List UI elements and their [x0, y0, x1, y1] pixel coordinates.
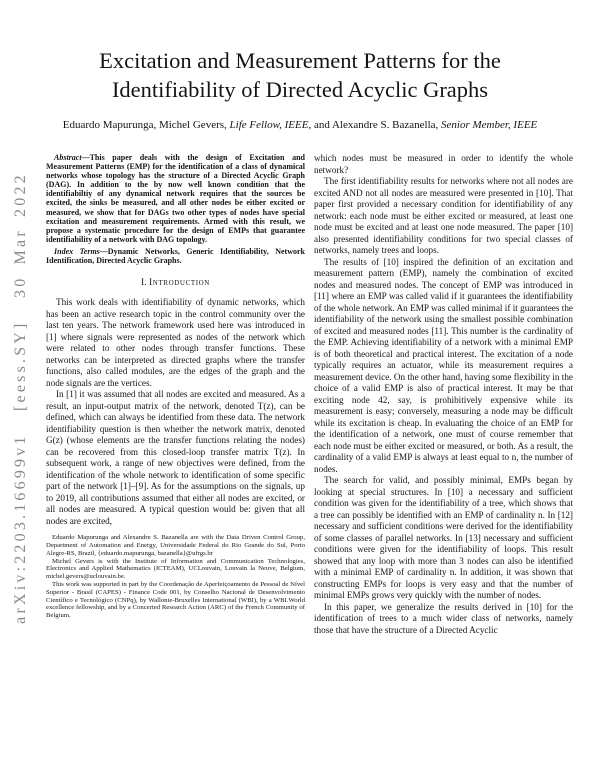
- author-affiliation-title: Life Fellow, IEEE,: [229, 119, 312, 131]
- index-terms-label: Index Terms: [54, 246, 100, 256]
- footnotes-block: [46, 534, 305, 620]
- body-paragraph: This work deals with identifiability of dynamic networks, which has been an active research topic in the control community over the last ten years. The network framework used here was introduced in [1] where signals were represented as nodes of the network which were related to other nodes through transfer functions. These networks can be interpreted as directed graphs where the transfer functions, also called modules, are the edges of the graph and the node signals are the vertices.: [46, 297, 305, 388]
- body-paragraph: In this paper, we generalize the results derived in [10] for the identification of trees to a much wider class of networks, namely those that have the structure of a Directed Acyclic: [314, 601, 573, 635]
- footnote-affiliation-2: Michel Gevers is with the Institute of Information and Communication Technologies, Electronics and Applied Mathematics (ICTEAM), UCLouvain, Louvain la Neuve, Belgium, michel.gevers@uclouvain.be.: [46, 557, 305, 581]
- section-heading-introduction: [46, 277, 305, 288]
- author-affiliation-title: Senior Member, IEEE: [441, 119, 538, 131]
- footnote-funding: This work was supported in part by the Coordenação de Aperfeiçoamento de Pessoal de Nível Superior - Brasil (CAPES) - Finance Code 001, by Conselho Nacional de Desenvolvimento Científico e Tecnológico (CNPq), by Wallonie-Bruxelles International (WBI), by a WBI.World excellence fellowship, and by a Concerted Research Action (ARC) of the French Community of Belgium.: [46, 580, 305, 620]
- index-terms-text: —Dynamic Networks, Generic Identifiability, Network Identification, Directed Acyclic Graphs.: [46, 246, 305, 266]
- index-terms: [46, 247, 305, 265]
- authors-line: [0, 119, 600, 131]
- body-paragraph: The results of [10] inspired the definition of an excitation and measurement pattern (EMP), namely the combination of excited nodes and measured nodes. The concept of EMP was introduced in [11] where an EMP was called valid if it guarantees the identifiability of the whole network. An EMP was called minimal if it guarantees the identifiability of the network using the smallest possible combination of excited and measured nodes [11]. This number is the cardinality of the EMP. Achieving identifiability of a network with a minimal EMP is of both theoretical and practical interest. The excitation of a node typically requires an actuator, while its measurement requires a measurement device. On the other hand, having some flexibility in the choice of a valid EMP is also of practical interest. It may be that exciting node 42, say, is prohibitively expensive while its measurement is easy; conversely, measuring a node may be difficult while its excitation is cheap. In evaluating the choice of an EMP for the identification of a network, one must of course remember that each node must be either excited or measured, or both. As a result, the cardinality of a valid EMP is always at least equal to n, the number of nodes.: [314, 256, 573, 474]
- body-paragraph: The search for valid, and possibly minimal, EMPs began by looking at special structures. In [10] a necessary and sufficient condition was given for the identifiability of a tree, which shows that a tree can possibly be identified with an EMP of cardinality n. In [12] necessary and sufficient conditions were derived for the identifiability of some classes of parallel networks. In [13] necessary and sufficient conditions were given for the identifiability of loops. This result showed that any loop with more than 3 nodes can also be identified with a minimal EMP of cardinality n. In addition, it was shown that constructing EMPs for loops is very easy and that the number of minimal EMPs grows very quickly with the number of nodes.: [314, 475, 573, 600]
- left-column: [46, 153, 305, 636]
- section-title: Introduction: [149, 277, 210, 289]
- abstract-text: —This paper deals with the design of Excitation and Measurement Patterns (EMP) for the identification of a class of dynamical networks whose topology has the structure of a Directed Acyclic Graph (DAG). In addition to the by now well known condition that the identifiabiltiy of any dynamical network requires that the sources be excited, the sinks be measured, and all other nodes be either excited or measured, we show that for DAGs two other types of nodes have special excitation and measurement requirements. Armed with this result, we propose a systematic procedure for the design of EMPs that guarantee identifiability of a network with DAG topology.: [46, 153, 305, 244]
- body-paragraph: In [1] it was assumed that all nodes are excited and measured. As a result, an input-output matrix of the network, denoted T(z), can be defined, which can always be identified from these data. The network identifiability question is then whether the network matrix, denoted G(z) (whose elements are the transfer functions relating the nodes) can be recovered from this closed-loop transfer matrix T(z). In subsequent work, a range of new objectives were defined, from the identification of the whole network to identification of some specific part of the network [1]–[9]. As for the assumptions on the signals, up to 2019, all contributions assumed that either all nodes are excited, or all nodes are measured. A typical question would be: given that all nodes are excited,: [46, 389, 305, 526]
- author-names: Eduardo Mapurunga, Michel Gevers,: [62, 119, 230, 131]
- arxiv-watermark: arXiv:2203.16699v1 [eess.SY] 30 Mar 2022: [12, 172, 29, 624]
- paper-header: [0, 0, 600, 131]
- section-number: I.: [141, 277, 147, 289]
- abstract: [46, 153, 305, 244]
- paper-title-line1: Excitation and Measurement Patterns for the: [99, 48, 501, 73]
- two-column-body: [46, 153, 573, 636]
- author-names: and Alexandre S. Bazanella,: [311, 119, 442, 131]
- footnote-affiliation-1: Eduardo Mapurunga and Alexandre S. Bazanella are with the Data Driven Control Group, Department of Automation and Energy, Universidade Federal do Rio Grande do Sul, Porto Alegre-RS, Brazil, {eduardo.mapurunga, bazanella}@ufrgs.br: [46, 534, 305, 557]
- paper-title-line2: Identifiability of Directed Acyclic Graphs: [111, 77, 489, 102]
- body-paragraph: The first identifiability results for networks where not all nodes are excited AND not all nodes are measured were presented in [10]. That paper first provided a necessary condition for identifiability of any network: each node must be either excited or measured, at least one node must be excited and at least one node measured. The paper [10] also presented identifiability conditions for two special classes of networks, namely trees and loops.: [314, 176, 573, 255]
- paper-title: [0, 46, 600, 104]
- right-column: [314, 153, 573, 636]
- abstract-label: Abstract: [54, 153, 82, 162]
- body-paragraph: which nodes must be measured in order to identify the whole network?: [314, 153, 573, 175]
